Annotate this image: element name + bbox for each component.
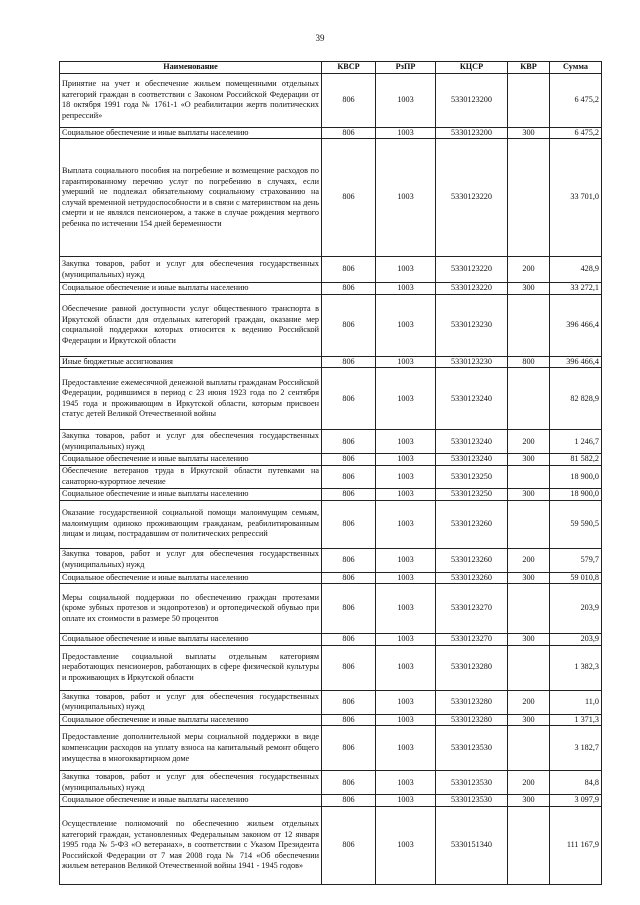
cell-kcsr: 5330123240 (436, 430, 508, 454)
cell-rzpr: 1003 (376, 488, 436, 500)
cell-sum: 1 371,3 (550, 714, 602, 726)
cell-kvr: 300 (508, 283, 550, 295)
table-row (60, 714, 602, 726)
cell-kvsr: 806 (322, 368, 376, 430)
cell-kcsr: 5330123230 (436, 294, 508, 356)
table-row (60, 548, 602, 572)
cell-kvr (508, 584, 550, 634)
table-row (60, 430, 602, 454)
column-header-sum: Сумма (550, 62, 602, 74)
cell-kvr: 300 (508, 127, 550, 139)
cell-kvr (508, 368, 550, 430)
cell-sum: 82 828,9 (550, 368, 602, 430)
column-header-kvr: КВР (508, 62, 550, 74)
cell-kcsr: 5330123260 (436, 572, 508, 584)
cell-name: Предоставление ежемесячной денежной выплаты гражданам Российской Федерации, родившимся в период с 23 июня 1923 года по 2 сентября 1945 года и проживающим в Иркутской области, которым присвоен статус детей Великой Отечественной войны (60, 368, 322, 430)
cell-name: Оказание государственной социальной помощи малоимущим семьям, малоимущим одиноко проживающим гражданам, реабилитированным лицам и лицам, пострадавшим от политических репрессий (60, 500, 322, 548)
cell-kcsr: 5330151340 (436, 806, 508, 884)
cell-name: Социальное обеспечение и иные выплаты населению (60, 283, 322, 295)
cell-kcsr: 5330123230 (436, 356, 508, 368)
cell-name: Меры социальной поддержки по обеспечению граждан протезами (кроме зубных протезов и эндопротезов) и ортопедической обувью при оплате их стоимости в размере 50 процентов (60, 584, 322, 634)
cell-rzpr: 1003 (376, 771, 436, 795)
cell-kcsr: 5330123240 (436, 368, 508, 430)
cell-kvr (508, 645, 550, 690)
cell-sum: 11,0 (550, 690, 602, 714)
table-row (60, 500, 602, 548)
cell-kvsr: 806 (322, 634, 376, 646)
cell-kcsr: 5330123200 (436, 73, 508, 127)
cell-sum: 3 097,9 (550, 795, 602, 807)
cell-sum: 396 466,4 (550, 294, 602, 356)
cell-name: Закупка товаров, работ и услуг для обеспечения государственных (муниципальных) нужд (60, 430, 322, 454)
cell-kvsr: 806 (322, 795, 376, 807)
cell-sum: 1 382,3 (550, 645, 602, 690)
page-number: 39 (315, 33, 325, 43)
cell-kvsr: 806 (322, 690, 376, 714)
cell-name: Социальное обеспечение и иные выплаты населению (60, 795, 322, 807)
cell-sum: 6 475,2 (550, 73, 602, 127)
cell-kcsr: 5330123530 (436, 795, 508, 807)
budget-table (59, 61, 602, 885)
table-row (60, 454, 602, 466)
cell-rzpr: 1003 (376, 500, 436, 548)
cell-kvsr: 806 (322, 294, 376, 356)
cell-kvsr: 806 (322, 430, 376, 454)
cell-kcsr: 5330123530 (436, 726, 508, 771)
cell-sum: 84,8 (550, 771, 602, 795)
cell-name: Закупка товаров, работ и услуг для обеспечения государственных (муниципальных) нужд (60, 690, 322, 714)
cell-kvsr: 806 (322, 356, 376, 368)
cell-kcsr: 5330123260 (436, 548, 508, 572)
table-row (60, 584, 602, 634)
column-header-kvsr: КВСР (322, 62, 376, 74)
cell-kvr: 800 (508, 356, 550, 368)
cell-rzpr: 1003 (376, 139, 436, 257)
cell-kcsr: 5330123250 (436, 488, 508, 500)
cell-sum: 111 167,9 (550, 806, 602, 884)
cell-name: Принятие на учет и обеспечение жильем помещенными отдельных категорий граждан в соответствии с Законом Российской Федерации от 18 октября 1991 года № 1761-1 «О реабилитации жертв политических репрессий» (60, 73, 322, 127)
cell-kcsr: 5330123220 (436, 257, 508, 283)
cell-rzpr: 1003 (376, 714, 436, 726)
cell-sum: 18 900,0 (550, 488, 602, 500)
table-row (60, 634, 602, 646)
table-row (60, 488, 602, 500)
cell-name: Социальное обеспечение и иные выплаты населению (60, 127, 322, 139)
cell-rzpr: 1003 (376, 73, 436, 127)
cell-kvr: 300 (508, 572, 550, 584)
cell-name: Социальное обеспечение и иные выплаты населению (60, 714, 322, 726)
cell-rzpr: 1003 (376, 294, 436, 356)
cell-name: Выплата социального пособия на погребение и возмещение расходов по гарантированному перечню услуг по погребению в случаях, если умерший не подлежал обязательному социальному страхованию на случай временной нетрудоспособности и в связи с материнством на день смерти и не являлся пенсионером, а также в случае рождения мертвого ребенка по истечении 154 дней беременности (60, 139, 322, 257)
cell-kcsr: 5330123270 (436, 584, 508, 634)
table-row (60, 771, 602, 795)
cell-rzpr: 1003 (376, 572, 436, 584)
table-row (60, 726, 602, 771)
cell-kvr: 200 (508, 430, 550, 454)
table-body (60, 73, 602, 884)
cell-kvsr: 806 (322, 806, 376, 884)
cell-rzpr: 1003 (376, 726, 436, 771)
cell-kvr: 200 (508, 548, 550, 572)
cell-sum: 59 010,8 (550, 572, 602, 584)
table-row (60, 294, 602, 356)
cell-kcsr: 5330123280 (436, 690, 508, 714)
cell-name: Предоставление дополнительной меры социальной поддержки в виде компенсации расходов на уплату взноса на капитальный ремонт общего имущества в многоквартирном доме (60, 726, 322, 771)
cell-kvsr: 806 (322, 572, 376, 584)
cell-rzpr: 1003 (376, 356, 436, 368)
cell-kcsr: 5330123250 (436, 465, 508, 488)
column-header-kcsr: КЦСР (436, 62, 508, 74)
table-row (60, 806, 602, 884)
cell-kvr (508, 139, 550, 257)
table-row (60, 127, 602, 139)
table-row (60, 257, 602, 283)
cell-name: Предоставление социальной выплаты отдельным категориям неработающих пенсионеров, работающих в сфере физической культуры и проживающих в Иркутской области (60, 645, 322, 690)
cell-rzpr: 1003 (376, 430, 436, 454)
cell-kvr (508, 73, 550, 127)
cell-kvr: 300 (508, 634, 550, 646)
cell-name: Социальное обеспечение и иные выплаты населению (60, 572, 322, 584)
table-row (60, 465, 602, 488)
table-row (60, 645, 602, 690)
cell-kcsr: 5330123270 (436, 634, 508, 646)
cell-rzpr: 1003 (376, 257, 436, 283)
cell-sum: 3 182,7 (550, 726, 602, 771)
cell-sum: 428,9 (550, 257, 602, 283)
cell-name: Обеспечение ветеранов труда в Иркутской области путевками на санаторно-курортное лечение (60, 465, 322, 488)
cell-sum: 579,7 (550, 548, 602, 572)
table-header (60, 62, 602, 74)
cell-rzpr: 1003 (376, 795, 436, 807)
cell-sum: 396 466,4 (550, 356, 602, 368)
cell-rzpr: 1003 (376, 283, 436, 295)
cell-kvr: 300 (508, 454, 550, 466)
cell-name: Закупка товаров, работ и услуг для обеспечения государственных (муниципальных) нужд (60, 257, 322, 283)
cell-kvsr: 806 (322, 645, 376, 690)
table-row (60, 283, 602, 295)
cell-kcsr: 5330123260 (436, 500, 508, 548)
cell-rzpr: 1003 (376, 454, 436, 466)
cell-kcsr: 5330123280 (436, 714, 508, 726)
cell-kvr: 200 (508, 690, 550, 714)
cell-kvsr: 806 (322, 257, 376, 283)
cell-kvsr: 806 (322, 714, 376, 726)
cell-kvr: 300 (508, 488, 550, 500)
cell-kvr: 300 (508, 714, 550, 726)
table-row (60, 795, 602, 807)
column-header-rzpr: РзПР (376, 62, 436, 74)
table-row (60, 368, 602, 430)
cell-rzpr: 1003 (376, 634, 436, 646)
table-row (60, 572, 602, 584)
cell-sum: 1 246,7 (550, 430, 602, 454)
cell-name: Закупка товаров, работ и услуг для обеспечения государственных (муниципальных) нужд (60, 771, 322, 795)
cell-kvsr: 806 (322, 726, 376, 771)
cell-kvr: 200 (508, 257, 550, 283)
cell-kcsr: 5330123240 (436, 454, 508, 466)
cell-kvsr: 806 (322, 127, 376, 139)
cell-sum: 18 900,0 (550, 465, 602, 488)
cell-sum: 6 475,2 (550, 127, 602, 139)
cell-kcsr: 5330123530 (436, 771, 508, 795)
cell-name: Осуществление полномочий по обеспечению жильем отдельных категорий граждан, установленных Федеральным законом от 12 января 1995 года № 5-ФЗ «О ветеранах», в соответствии с Указом Президента Российской Федерации от 7 мая 2008 года № 714 «Об обеспечении жильем ветеранов Великой Отечественной войны 1941 - 1945 годов» (60, 806, 322, 884)
cell-kvr: 300 (508, 795, 550, 807)
cell-sum: 33 701,0 (550, 139, 602, 257)
cell-rzpr: 1003 (376, 806, 436, 884)
table-row (60, 73, 602, 127)
cell-name: Обеспечение равной доступности услуг общественного транспорта в Иркутской области для отдельных категорий граждан, оказание мер социальной поддержки которых относится к ведению Российской Федерации и Иркутской области (60, 294, 322, 356)
cell-kcsr: 5330123200 (436, 127, 508, 139)
cell-name: Социальное обеспечение и иные выплаты населению (60, 454, 322, 466)
cell-rzpr: 1003 (376, 465, 436, 488)
cell-kvsr: 806 (322, 283, 376, 295)
cell-kvr (508, 726, 550, 771)
cell-kvsr: 806 (322, 500, 376, 548)
cell-kvsr: 806 (322, 548, 376, 572)
cell-kvsr: 806 (322, 454, 376, 466)
cell-name: Иные бюджетные ассигнования (60, 356, 322, 368)
cell-sum: 33 272,1 (550, 283, 602, 295)
table-row (60, 139, 602, 257)
cell-name: Социальное обеспечение и иные выплаты населению (60, 634, 322, 646)
cell-sum: 203,9 (550, 584, 602, 634)
cell-name: Закупка товаров, работ и услуг для обеспечения государственных (муниципальных) нужд (60, 548, 322, 572)
cell-sum: 81 582,2 (550, 454, 602, 466)
cell-rzpr: 1003 (376, 645, 436, 690)
cell-kvr (508, 500, 550, 548)
cell-sum: 203,9 (550, 634, 602, 646)
cell-kcsr: 5330123280 (436, 645, 508, 690)
cell-kvsr: 806 (322, 584, 376, 634)
cell-kvsr: 806 (322, 488, 376, 500)
cell-kcsr: 5330123220 (436, 283, 508, 295)
cell-kvsr: 806 (322, 771, 376, 795)
cell-kcsr: 5330123220 (436, 139, 508, 257)
cell-rzpr: 1003 (376, 368, 436, 430)
cell-rzpr: 1003 (376, 127, 436, 139)
cell-rzpr: 1003 (376, 584, 436, 634)
cell-kvr (508, 294, 550, 356)
cell-kvr (508, 806, 550, 884)
header-row (60, 62, 602, 74)
cell-kvr: 200 (508, 771, 550, 795)
cell-rzpr: 1003 (376, 548, 436, 572)
column-header-name: Наименование (60, 62, 322, 74)
table-row (60, 356, 602, 368)
cell-kvsr: 806 (322, 73, 376, 127)
cell-kvsr: 806 (322, 465, 376, 488)
cell-rzpr: 1003 (376, 690, 436, 714)
table-row (60, 690, 602, 714)
cell-sum: 59 590,5 (550, 500, 602, 548)
cell-name: Социальное обеспечение и иные выплаты населению (60, 488, 322, 500)
cell-kvr (508, 465, 550, 488)
cell-kvsr: 806 (322, 139, 376, 257)
